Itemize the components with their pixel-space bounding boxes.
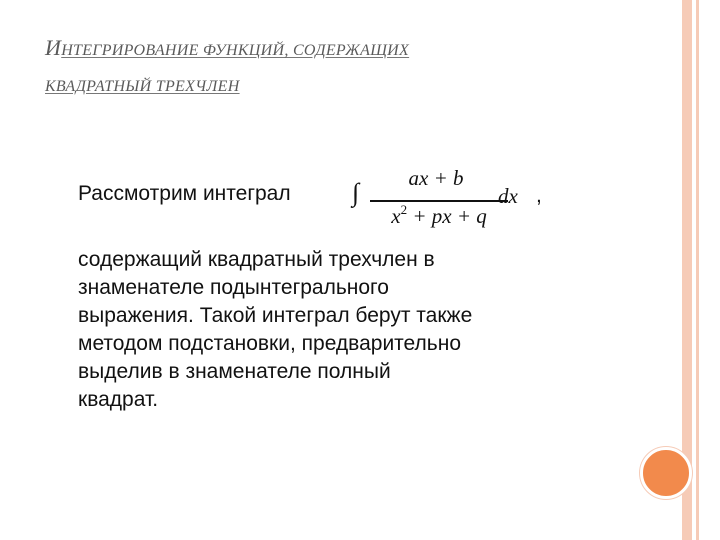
denominator-base: x	[391, 204, 401, 228]
fraction-numerator: ax + b	[408, 166, 464, 190]
paragraph-line: выделив в знаменателе полный	[78, 360, 391, 383]
denominator-rest: + px + q	[407, 204, 487, 228]
fraction-denominator	[370, 202, 508, 229]
decorative-circle	[640, 447, 692, 499]
paragraph-line: содержащий квадратный трехчлен в	[78, 248, 435, 271]
denominator-exponent: 2	[400, 202, 408, 217]
paragraph-line: методом подстановки, предварительно	[78, 332, 462, 355]
title-line-1-text: НТЕГРИРОВАНИЕ ФУНКЦИЙ, СОДЕРЖАЩИХ	[61, 42, 410, 59]
paragraph-line: знаменателе подынтегрального	[78, 276, 389, 299]
differential: dx	[498, 184, 518, 208]
formula-comma: ,	[536, 184, 542, 207]
body-paragraph	[78, 246, 598, 414]
title-line-1	[45, 30, 645, 69]
title-first-letter: И	[45, 35, 62, 60]
paragraph-line: квадрат.	[78, 388, 159, 411]
title-line-2: КВАДРАТНЫЙ ТРЕХЧЛЕН	[45, 78, 240, 95]
right-border-inner	[696, 0, 699, 540]
intro-text: Рассмотрим интеграл	[78, 182, 291, 205]
paragraph-line: выражения. Такой интеграл берут также	[78, 304, 473, 327]
slide-title	[45, 30, 645, 105]
integral-sign: ∫	[352, 178, 360, 207]
integral-formula	[352, 166, 552, 232]
